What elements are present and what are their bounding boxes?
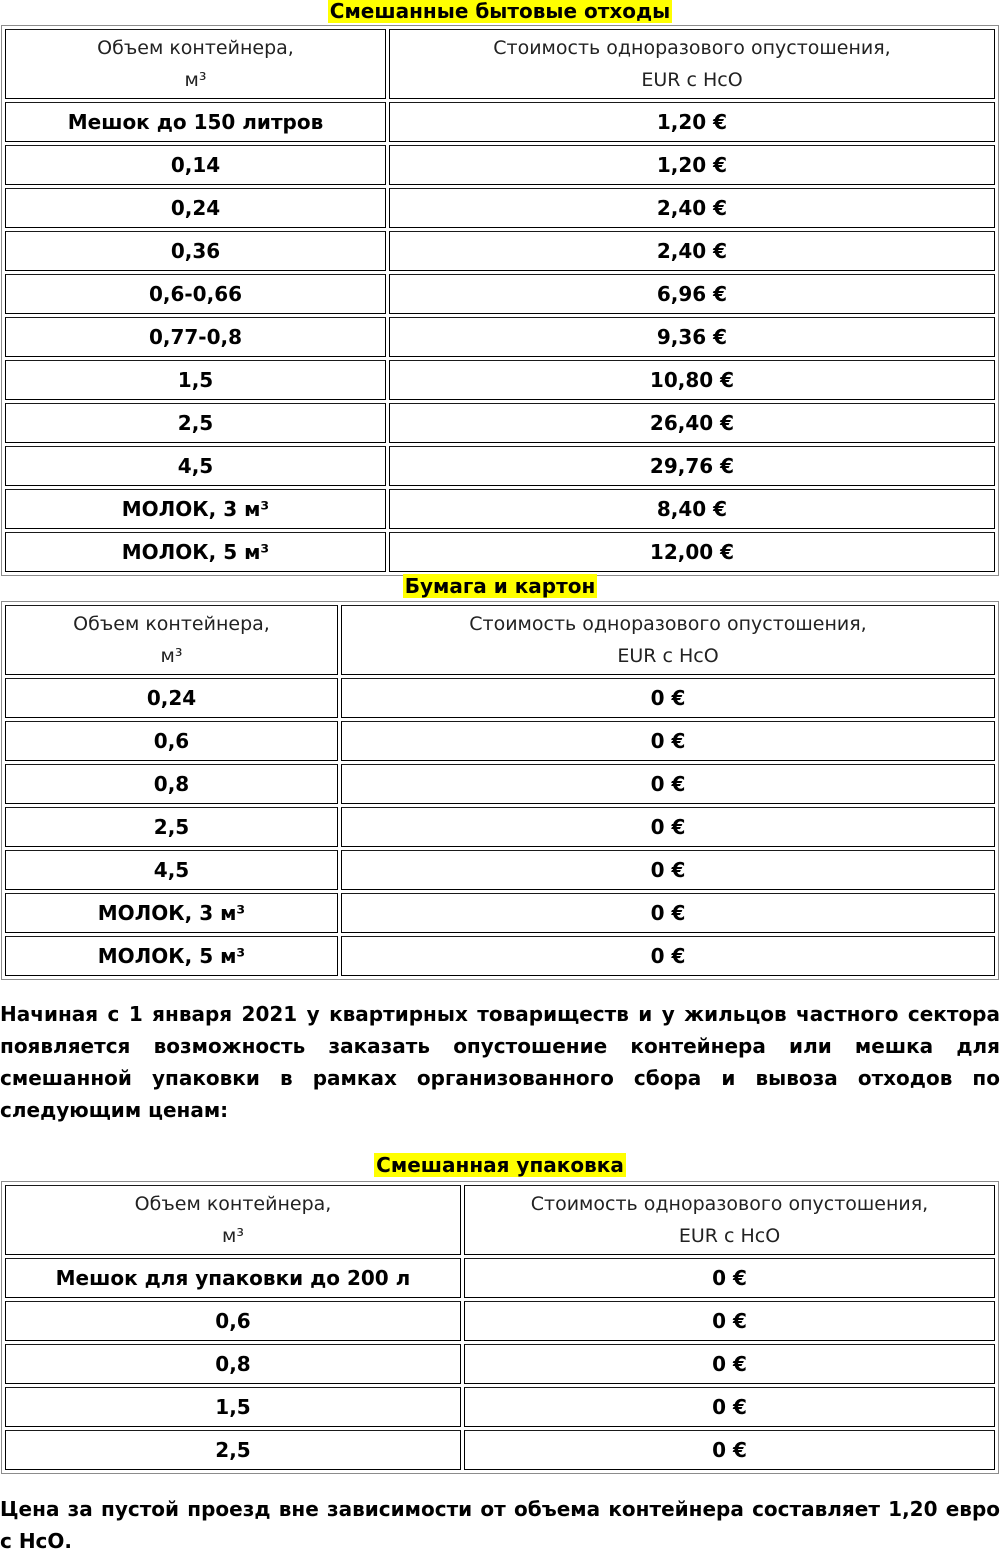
volume-cell: 0,36 [5, 231, 386, 271]
cost-cell: 0 € [341, 893, 995, 933]
table-row [5, 360, 995, 400]
cost-cell: 26,40 € [389, 403, 995, 443]
table-row [5, 1387, 995, 1427]
volume-cell: 4,5 [5, 446, 386, 486]
header-volume-line1: Объем контейнера, [73, 613, 270, 635]
table-row [5, 764, 995, 804]
table-row [5, 850, 995, 890]
footer-paragraph: Цена за пустой проезд вне зависимости от объема контейнера составляет 1,20 евро с НсО. [0, 1497, 1000, 1553]
cost-cell: 2,40 € [389, 188, 995, 228]
table-row [5, 1301, 995, 1341]
volume-cell: 0,77-0,8 [5, 317, 386, 357]
header-volume-line2: м³ [222, 1225, 244, 1247]
table-row [5, 317, 995, 357]
header-cost-line1: Стоимость одноразового опустошения, [493, 37, 891, 59]
cost-cell: 12,00 € [389, 532, 995, 572]
volume-cell: МОЛОК, 5 м³ [5, 532, 386, 572]
cost-cell: 10,80 € [389, 360, 995, 400]
volume-cell: МОЛОК, 5 м³ [5, 936, 338, 976]
header-cost [389, 29, 995, 99]
cost-cell: 29,76 € [389, 446, 995, 486]
volume-cell: 0,6 [5, 721, 338, 761]
header-cost-line1: Стоимость одноразового опустошения, [530, 1193, 929, 1215]
header-volume-line1: Объем контейнера, [97, 37, 294, 59]
table-row [5, 188, 995, 228]
volume-cell: МОЛОК, 3 м³ [5, 489, 386, 529]
section-title-paper: Бумага и картон [404, 574, 596, 598]
table-row [5, 893, 995, 933]
cost-cell: 0 € [464, 1301, 995, 1341]
table-row [5, 231, 995, 271]
intro-paragraph: Начиная с 1 января 2021 у квартирных товариществ и у жильцов частного сектора появляется возможность заказать опустошение контейнера или мешка для смешанной упаковки в рамках организованного сбора и вывоза отходов по следующим ценам: [0, 1002, 1000, 1122]
section-title-mixed-packaging: Смешанная упаковка [376, 1153, 624, 1177]
cost-cell: 0 € [464, 1387, 995, 1427]
cost-cell: 0 € [341, 936, 995, 976]
cost-cell: 0 € [464, 1258, 995, 1298]
table-mixed-packaging [1, 1181, 999, 1474]
section-title-mixed-waste: Смешанные бытовые отходы [329, 0, 671, 23]
table-row [5, 446, 995, 486]
header-volume-line2: м³ [160, 645, 183, 667]
table-header-row [5, 605, 995, 675]
table-row [5, 1344, 995, 1384]
cost-cell: 6,96 € [389, 274, 995, 314]
header-volume [5, 605, 338, 675]
volume-cell: 0,8 [5, 1344, 461, 1384]
cost-cell: 8,40 € [389, 489, 995, 529]
cost-cell: 0 € [341, 807, 995, 847]
header-volume-line1: Объем контейнера, [134, 1193, 332, 1215]
volume-cell: 0,6-0,66 [5, 274, 386, 314]
table-header-row [5, 29, 995, 99]
volume-cell: МОЛОК, 3 м³ [5, 893, 338, 933]
table-row [5, 721, 995, 761]
table-row [5, 274, 995, 314]
cost-cell: 1,20 € [389, 145, 995, 185]
header-cost-line1: Стоимость одноразового опустошения, [469, 613, 867, 635]
cost-cell: 0 € [464, 1344, 995, 1384]
table-row [5, 1258, 995, 1298]
volume-cell: 1,5 [5, 360, 386, 400]
volume-cell: Мешок для упаковки до 200 л [5, 1258, 461, 1298]
header-cost-line2: EUR с НсО [678, 1225, 781, 1247]
cost-cell: 0 € [341, 764, 995, 804]
table-row [5, 678, 995, 718]
volume-cell: 0,14 [5, 145, 386, 185]
volume-cell: 2,5 [5, 1430, 461, 1470]
header-volume [5, 1185, 461, 1255]
cost-cell: 2,40 € [389, 231, 995, 271]
volume-cell: 0,24 [5, 678, 338, 718]
volume-cell: 1,5 [5, 1387, 461, 1427]
table-mixed-waste [1, 25, 999, 576]
cost-cell: 0 € [341, 678, 995, 718]
cost-cell: 0 € [341, 721, 995, 761]
table-row [5, 489, 995, 529]
header-volume-line2: м³ [184, 69, 207, 91]
table-row [5, 403, 995, 443]
volume-cell: Мешок до 150 литров [5, 102, 386, 142]
cost-cell: 0 € [464, 1430, 995, 1470]
volume-cell: 2,5 [5, 403, 386, 443]
header-cost-line2: EUR с НсО [617, 645, 719, 667]
volume-cell: 0,8 [5, 764, 338, 804]
volume-cell: 0,24 [5, 188, 386, 228]
cost-cell: 1,20 € [389, 102, 995, 142]
header-cost [341, 605, 995, 675]
cost-cell: 0 € [341, 850, 995, 890]
cost-cell: 9,36 € [389, 317, 995, 357]
table-row [5, 102, 995, 142]
table-paper-cardboard [1, 601, 999, 980]
header-cost-line2: EUR с НсО [641, 69, 743, 91]
table-row [5, 532, 995, 572]
table-row [5, 145, 995, 185]
header-cost [464, 1185, 995, 1255]
table-row [5, 1430, 995, 1470]
table-row [5, 807, 995, 847]
volume-cell: 4,5 [5, 850, 338, 890]
volume-cell: 2,5 [5, 807, 338, 847]
header-volume [5, 29, 386, 99]
table-header-row [5, 1185, 995, 1255]
volume-cell: 0,6 [5, 1301, 461, 1341]
table-row [5, 936, 995, 976]
